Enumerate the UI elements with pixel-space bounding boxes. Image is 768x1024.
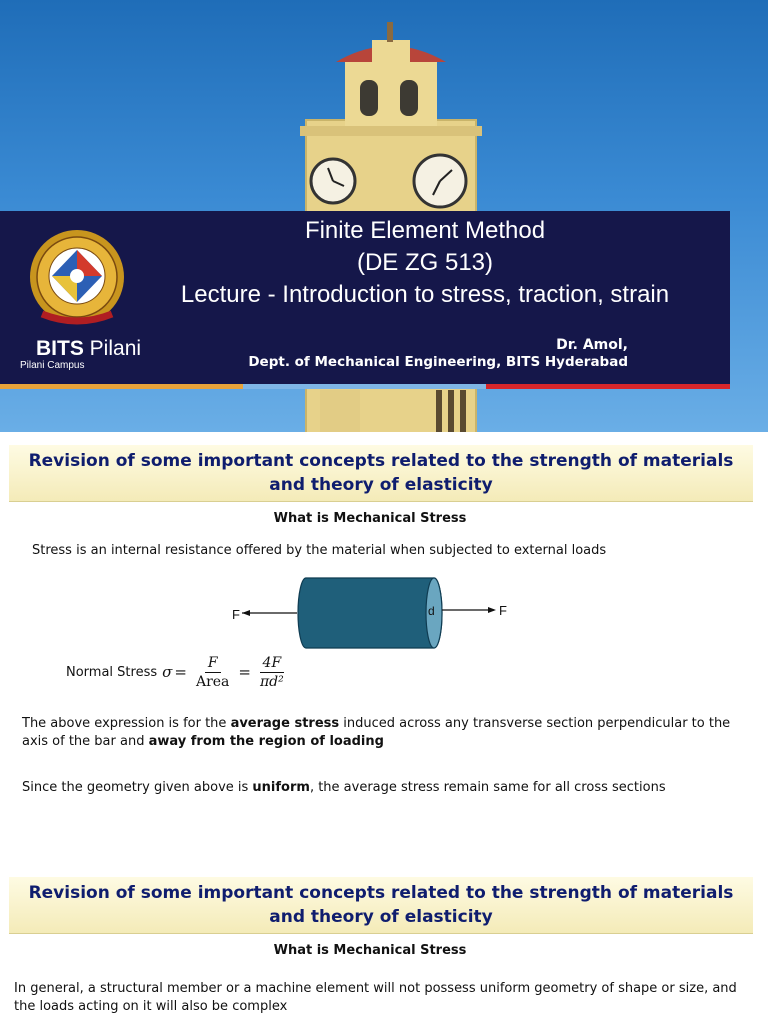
author-department: Dept. of Mechanical Engineering, BITS Hyderabad [248,354,628,370]
bar-under-tension-diagram [228,573,518,653]
author-name: Dr. Amol, [556,337,628,353]
slide2-subtitle: What is Mechanical Stress [273,511,467,526]
average-stress-paragraph: The above expression is for the average stress induced across any transverse section perpendicular to the axis of the bar and away from the region of loading [22,716,731,749]
course-code: (DE ZG 513) [356,249,494,276]
bits-logo-icon [22,228,132,330]
fraction-4f-pid2: $\frac{4F}{\text{πd²}}$ [259,654,284,690]
equals-sign-2: = [238,663,251,681]
course-title: Finite Element Method [304,217,546,244]
stripe-orange [0,384,243,389]
lecture-title: Lecture - Introduction to stress, traction, strain [180,281,670,308]
slide3-subtitle: What is Mechanical Stress [273,943,467,958]
equals-sign: = [174,663,187,681]
title-slide [0,0,768,432]
stress-definition: Stress is an internal resistance offered by the material when subjected to external loads [32,543,607,558]
bits-pilani-brand: BITS Pilani [36,337,142,360]
diameter-label: d [428,604,435,618]
slide2-header: Revision of some important concepts related to the strength of materials and theory of elasticity [9,445,753,502]
stripe-red [486,384,730,389]
fraction-force-area: $\frac{F}{\text{Area}}$ [195,654,230,690]
force-left-label: F [232,607,240,622]
normal-stress-formula [66,650,291,694]
formula-prefix: Normal Stress [66,664,158,680]
campus-label: Pilani Campus [20,360,85,371]
force-right-label: F [499,603,507,618]
slide3-header: Revision of some important concepts related to the strength of materials and theory of elasticity [9,877,753,934]
nonuniform-geometry-paragraph: In general, a structural member or a machine element will not possess uniform geometry of shape or size, and the loads acting on it will also be complex [14,981,737,1014]
stripe-blue [243,384,486,389]
sigma-symbol: σ [162,663,173,681]
uniform-geometry-paragraph: Since the geometry given above is uniform, the average stress remain same for all cross sections [22,780,666,795]
